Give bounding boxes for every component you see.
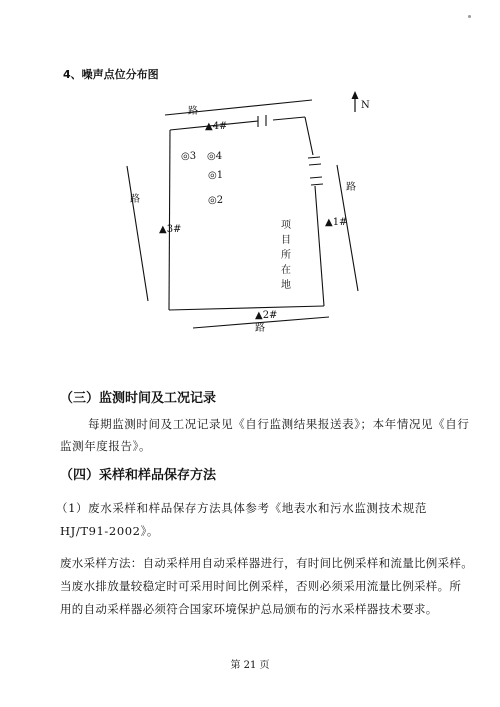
sec4-para2-line-3: 用的自动采样器必须符合国家环境保护总局颁布的污水采样器技术要求。 [60, 602, 438, 616]
section-title-monitoring-time: （三）监测时间及工况记录 [60, 391, 217, 406]
project-char-4: 在 [281, 265, 291, 276]
noise-point-3: ▲3# [159, 224, 182, 235]
gate-mark-right-1 [308, 157, 320, 158]
road-label-top: 路 [188, 106, 198, 117]
section-heading-noise-map: 4、噪声点位分布图 [63, 68, 159, 81]
sec4-para1-line-1: （1）废水采样和样品保存方法具体参考《地表水和污水监测技术规范 [56, 501, 427, 515]
monitor-point-1: ◎1 [208, 170, 224, 181]
road-label-left: 路 [130, 194, 140, 205]
boundary-bottom [169, 306, 324, 310]
project-char-3: 所 [281, 250, 291, 261]
project-char-5: 地 [281, 280, 291, 291]
noise-point-2: ▲2# [255, 310, 278, 321]
north-label: N [361, 100, 370, 111]
noise-point-4: ▲4# [205, 121, 228, 132]
road-label-right: 路 [346, 182, 356, 193]
sec4-para2-line-2: 当废水排放量较稳定时可采用时间比例采样，否则必须采用流量比例采样。所 [60, 579, 462, 593]
monitor-point-4: ◎4 [207, 151, 223, 162]
noise-point-1: ▲1# [325, 217, 348, 228]
project-char-2: 目 [281, 235, 291, 246]
sec3-para-line-2: 监测年度报告》。 [60, 439, 152, 453]
road-label-bottom: 路 [255, 323, 265, 334]
sec4-para1-line-2: HJ/T91-2002》。 [60, 524, 160, 538]
sec3-para-line-1: 每期监测时间及工况记录见《自行监测结果报送表》；本年情况见《自行 [88, 417, 470, 431]
north-arrow-head-icon [352, 91, 359, 99]
road-line-left [127, 166, 148, 301]
section-title-sampling: （四）采样和样品保存方法 [60, 468, 217, 483]
monitor-point-3: ◎3 [181, 151, 197, 162]
gate-mark-right-4 [311, 184, 323, 185]
gate-mark-right-3 [310, 177, 322, 178]
project-char-1: 项 [281, 220, 291, 231]
page-number: 第 21 页 [230, 660, 270, 671]
gate-mark-right-2 [309, 164, 321, 165]
boundary-left [169, 130, 170, 310]
monitor-point-2: ◎2 [208, 195, 224, 206]
sec4-para2-line-1: 废水采样方法：自动采样用自动采样器进行，有时间比例采样和流量比例采样。 [60, 556, 473, 570]
